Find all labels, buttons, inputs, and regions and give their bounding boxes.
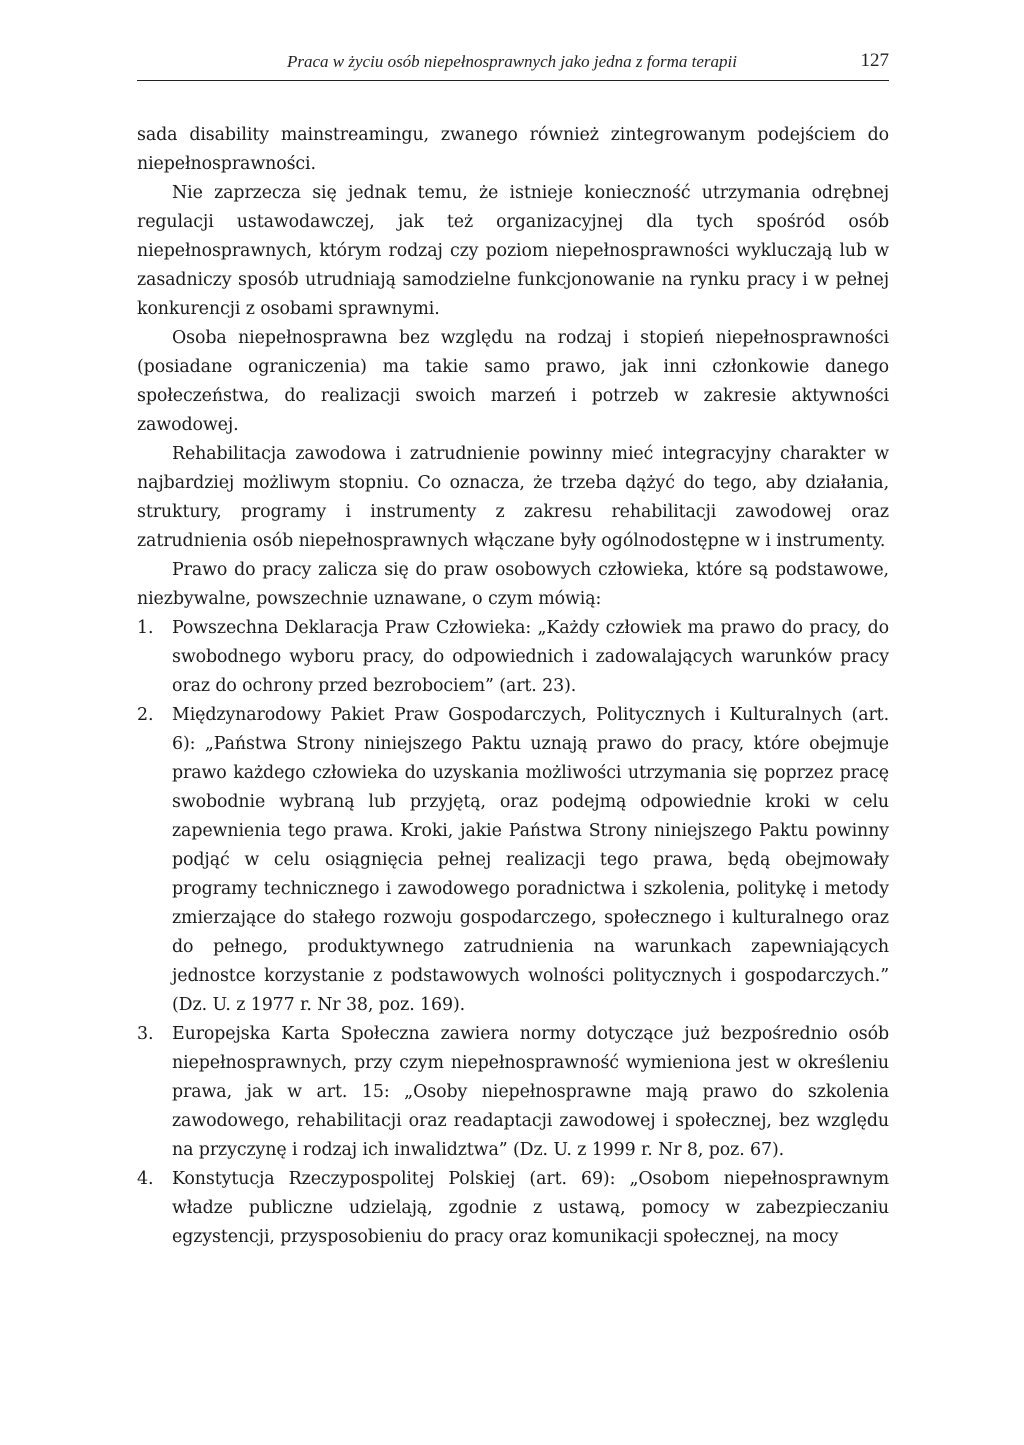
numbered-list bbox=[137, 614, 889, 1252]
body-text bbox=[137, 121, 889, 1252]
list-marker: 2. bbox=[137, 705, 154, 725]
page-header bbox=[137, 50, 889, 81]
running-title: Praca w życiu osób niepełnosprawnych jako jedna z forma terapii bbox=[287, 52, 737, 71]
list-item-text: Powszechna Deklaracja Praw Człowieka: „Każdy człowiek ma prawo do pracy, do swobodnego wyboru pracy, do odpowiednich i zadowalających warunków pracy oraz do ochrony przed bezrobociem” (art. 23). bbox=[172, 618, 889, 696]
list-item bbox=[137, 701, 889, 1020]
list-marker: 4. bbox=[137, 1169, 154, 1189]
list-marker: 3. bbox=[137, 1024, 154, 1044]
list-item-text: Międzynarodowy Pakiet Praw Gospodarczych, Politycznych i Kulturalnych (art. 6): „Państwa Strony niniejszego Paktu uznają prawo do pracy, które obejmuje prawo każdego człowieka do uzyskania możliwości utrzymania się poprzez pracę swobodnie wybraną lub przyjętą, oraz podejmą odpowiednie kroki w celu zapewnienia tego prawa. Kroki, jakie Państwa Strony niniejszego Paktu powinny podjąć w celu osiągnięcia pełnej realizacji tego prawa, będą obejmowały programy technicznego i zawodowego poradnictwa i szkolenia, politykę i metody zmierzające do stałego rozwoju gospodarczego, społecznego i kulturalnego oraz do pełnego, produktywnego zatrudnienia na warunkach zapewniających jednostce korzystanie z podstawowych wolności politycznych i gospodarczych.” (Dz. U. z 1977 r. Nr 38, poz. 169). bbox=[172, 705, 889, 1015]
list-marker: 1. bbox=[137, 618, 154, 638]
page-number: 127 bbox=[860, 50, 889, 71]
list-item-text: Konstytucja Rzeczypospolitej Polskiej (art. 69): „Osobom niepełnosprawnym władze publiczne udzielają, zgodnie z ustawą, pomocy w zabezpieczaniu egzystencji, przysposobieniu do pracy oraz komunikacji społecznej, na mocy bbox=[172, 1169, 889, 1247]
list-item bbox=[137, 1020, 889, 1165]
paragraph: Nie zaprzecza się jednak temu, że istnieje konieczność utrzymania odrębnej regulacji ustawodawczej, jak też organizacyjnej dla tych spośród osób niepełnosprawnych, którym rodzaj czy poziom niepełnosprawności wykluczają lub w zasadniczy sposób utrudniają samodzielne funkcjonowanie na rynku pracy i w pełnej konkurencji z osobami sprawnymi. bbox=[137, 183, 889, 319]
list-item bbox=[137, 614, 889, 701]
paragraph: Prawo do pracy zalicza się do praw osobowych człowieka, które są podstawowe, niezbywalne, powszechnie uznawane, o czym mówią: bbox=[137, 560, 889, 609]
list-item bbox=[137, 1165, 889, 1252]
paragraph: sada disability mainstreamingu, zwanego również zintegrowanym podejściem do niepełnosprawności. bbox=[137, 125, 889, 174]
paragraph: Rehabilitacja zawodowa i zatrudnienie powinny mieć integracyjny charakter w najbardziej możliwym stopniu. Co oznacza, że trzeba dążyć do tego, aby działania, struktury, programy i instrumenty z zakresu rehabilitacji zawodowej oraz zatrudnienia osób niepełnosprawnych włączane były ogólnodostępne w i instrumenty. bbox=[137, 444, 889, 551]
list-item-text: Europejska Karta Społeczna zawiera normy dotyczące już bezpośrednio osób niepełnosprawnych, przy czym niepełnosprawność wymieniona jest w określeniu prawa, jak w art. 15: „Osoby niepełnosprawne mają prawo do szkolenia zawodowego, rehabilitacji oraz readaptacji zawodowej i społecznej, bez względu na przyczynę i rodzaj ich inwalidztwa” (Dz. U. z 1999 r. Nr 8, poz. 67). bbox=[172, 1024, 889, 1160]
paragraph: Osoba niepełnosprawna bez względu na rodzaj i stopień niepełnosprawności (posiadane ograniczenia) ma takie samo prawo, jak inni członkowie danego społeczeństwa, do realizacji swoich marzeń i potrzeb w zakresie aktywności zawodowej. bbox=[137, 328, 889, 435]
